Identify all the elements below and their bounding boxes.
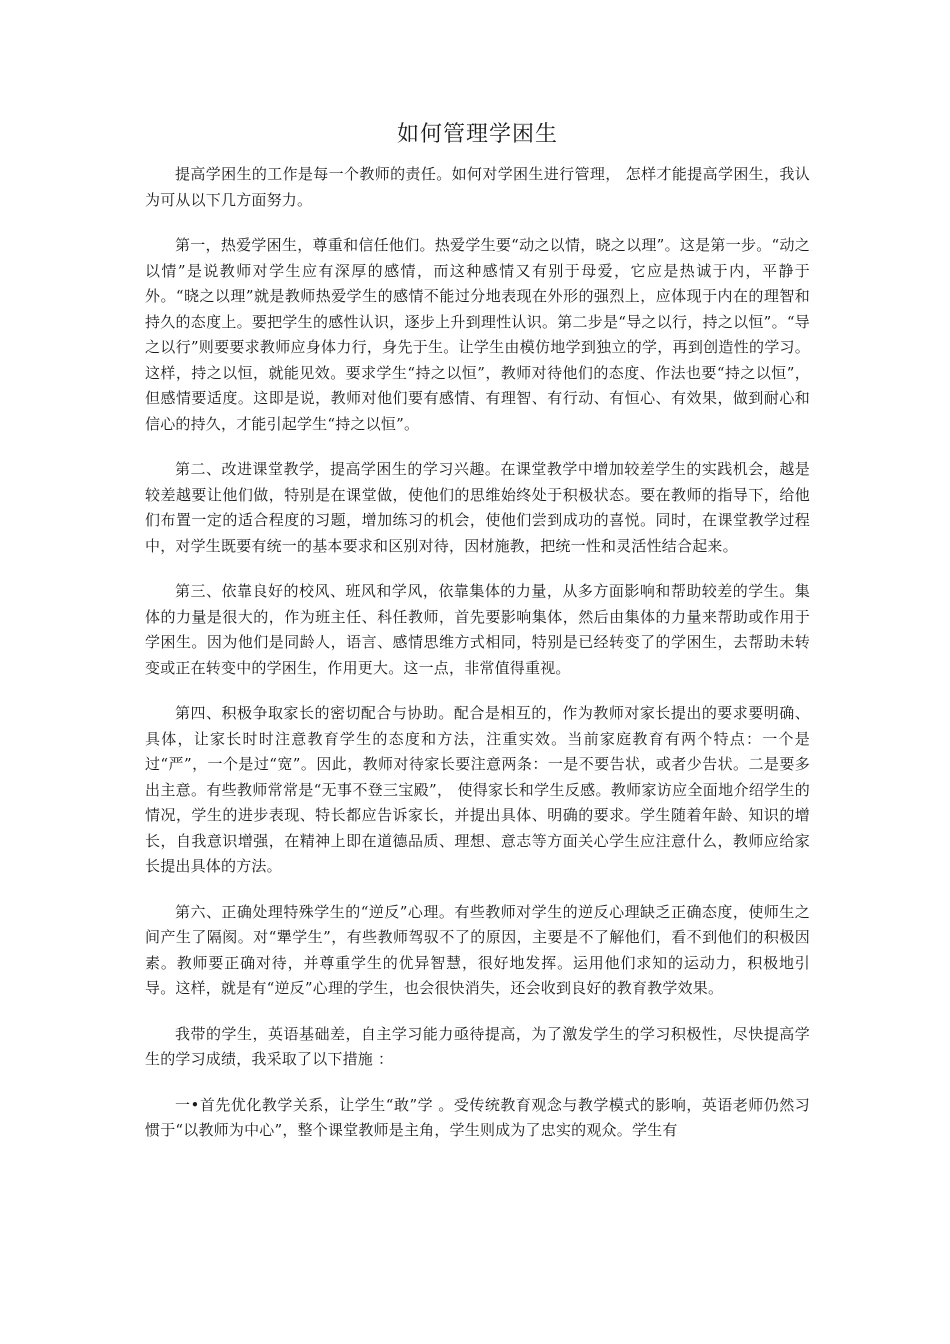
paragraph-my-students: 我带的学生，英语基础差，自主学习能力亟待提高，为了激发学生的学习积极性，尽快提高学生的学习成绩，我采取了以下措施 ： xyxy=(145,1024,810,1068)
paragraph-measure-one: 一•首先优化教学关系，让学生“敢”学 。受传统教育观念与教学模式的影响，英语老师仍然习惯于“以教师为中心”，整个课堂教师是主角，学生则成为了忠实的观众。学生有 xyxy=(145,1095,810,1139)
document-title: 如何管理学困生 xyxy=(396,122,558,147)
paragraph-fourth: 第四、积极争取家长的密切配合与协助。配合是相互的，作为教师对家长提出的要求要明确、具体，让家长时时注意教育学生的态度和方法，注重实效。当前家庭教育有两个特点：一个是过“严”，一个是过“宽”。因此，教师对待家长要注意两条：一是不要告状，或者少告状。二是要多出主意。有些教师常常是“无事不登三宝殿”， 使得家长和学生反感。教师家访应全面地介绍学生的情况，学生的进步表现、特长都应告诉家长，并提出具体、明确的要求。学生随着年龄、知识的增长，自我意识增强，在精神上即在道德品质、理想、意志等方面关心学生应注意什么，教师应给家长提出具体的方法。 xyxy=(145,704,810,875)
paragraph-second: 第二、改进课堂教学，提高学困生的学习兴趣。在课堂教学中增加较差学生的实践机会，越是较差越要让他们做，特别是在课堂做，使他们的思维始终处于积极状态。要在教师的指导下，给他们布置一定的适合程度的习题，增加练习的机会，使他们尝到成功的喜悦。同时，在课堂教学过程中，对学生既要有统一的基本要求和区别对待，因材施教，把统一性和灵活性结合起来。 xyxy=(145,460,810,555)
paragraph-first: 第一，热爱学困生，尊重和信任他们。热爱学生要“动之以情，晓之以理”。这是第一步。“动之以情”是说教师对学生应有深厚的感情，而这种感情又有别于母爱，它应是热诚于内，平静于外。“晓之以理”就是教师热爱学生的感情不能过分地表现在外形的强烈上，应体现于内在的理智和持久的态度上。要把学生的感性认识，逐步上升到理性认识。第二步是“导之以行，持之以恒”。“导之以行”则要要求教师应身体力行，身先于生。让学生由模仿地学到独立的学，再到创造性的学习。这样，持之以恒，就能见效。要求学生“持之以恒”，教师对待他们的态度、作法也要“持之以恒”，但感情要适度。这即是说，教师对他们要有感情、有理智、有行动、有恒心、有效果，做到耐心和信心的持久，才能引起学生“持之以恒”。 xyxy=(145,236,810,433)
document-page xyxy=(145,118,810,1164)
paragraph-sixth: 第六、正确处理特殊学生的“逆反”心理。有些教师对学生的逆反心理缺乏正确态度，使师生之间产生了隔阂。对“犟学生”，有些教师驾驭不了的原因，主要是不了解他们，看不到他们的积极因素。教师要正确对待，并尊重学生的优异智慧，很好地发挥。运用他们求知的运动力，积极地引导。这样，就是有“逆反”心理的学生，也会很快消失，还会收到良好的教育教学效果。 xyxy=(145,902,810,997)
paragraph-third: 第三、依靠良好的校风、班风和学风，依靠集体的力量，从多方面影响和帮助较差的学生。集体的力量是很大的，作为班主任、科任教师，首先要影响集体，然后由集体的力量来帮助或作用于学困生。因为他们是同龄人，语言、感情思维方式相同，特别是已经转变了的学困生，去帮助未转变或正在转变中的学困生，作用更大。这一点，非常值得重视。 xyxy=(145,582,810,677)
intro-paragraph: 提高学困生的工作是每一个教师的责任。如何对学困生进行管理， 怎样才能提高学困生，我认为可从以下几方面努力。 xyxy=(145,165,810,209)
